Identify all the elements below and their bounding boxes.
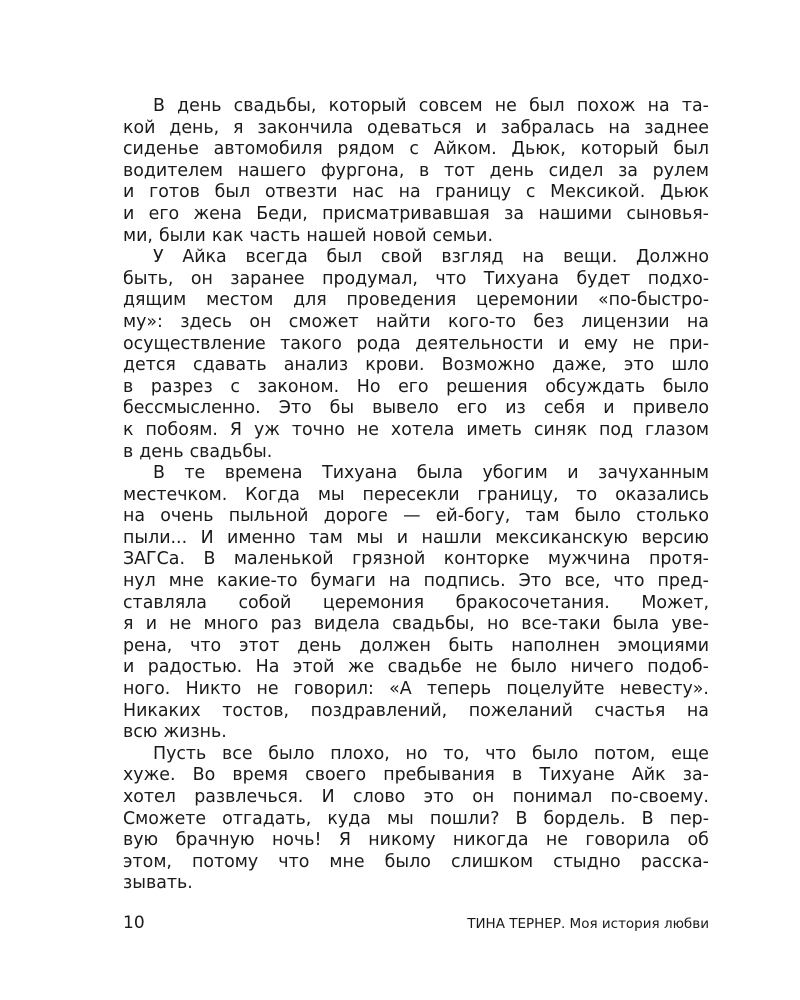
text-line: сиденье автомобиля рядом с Айком. Дьюк, который был (123, 139, 709, 160)
text-line: рена, что этот день должен быть наполнен эмоциями (123, 635, 709, 656)
running-title: ТИНА ТЕРНЕР. Моя история любви (467, 916, 709, 932)
text-line: вую брачную ночь! Я никому никогда не говорила об (123, 830, 709, 851)
text-line: му»: здесь он сможет найти кого-то без лицензии на (123, 311, 709, 332)
text-line: дется сдавать анализ крови. Возможно даже, это шло (123, 355, 709, 376)
text-line: осуществление такого рода деятельности и ему не при- (123, 333, 709, 354)
text-line: ставляла собой церемония бракосочетания. Может, (123, 592, 709, 613)
text-line: В те времена Тихуана была убогим и зачуханным (153, 463, 709, 484)
text-line: в разрез с законом. Но его решения обсуждать было (123, 376, 709, 397)
text-line: я и не много раз видела свадьбы, но все-таки была уве- (123, 614, 709, 635)
text-line: пыли... И именно там мы и нашли мексиканскую версию (123, 527, 709, 548)
text-line: в день свадьбы. (123, 441, 273, 462)
text-line: всю жизнь. (123, 722, 227, 743)
page-number: 10 (123, 913, 145, 933)
text-line: на очень пыльной дороге — ей-богу, там было столько (123, 506, 709, 527)
text-line: Сможете отгадать, куда мы пошли? В бордель. В пер- (123, 808, 709, 829)
text-line: и радостью. На этой же свадьбе не было ничего подоб- (123, 657, 709, 678)
text-line: и готов был отвезти нас на границу с Мексикой. Дьюк (123, 182, 709, 203)
text-line: ми, были как часть нашей новой семьи. (123, 225, 493, 246)
text-line: и его жена Беди, присматривавшая за нашими сыновья- (123, 203, 709, 224)
text-line: к побоям. Я уж точно не хотела иметь синяк под глазом (123, 419, 709, 440)
text-line: В день свадьбы, который совсем не был похож на та- (153, 96, 709, 116)
text-line: бессмысленно. Это бы вывело его из себя и привело (123, 398, 709, 419)
text-line: дящим местом для проведения церемонии «по-быстро- (123, 290, 709, 311)
text-line: ного. Никто не говорил: «А теперь поцелуйте невесту». (123, 679, 709, 700)
text-line: кой день, я закончила одеваться и забралась на заднее (123, 117, 709, 138)
text-line: этом, потому что мне было слишком стыдно расска- (123, 851, 709, 872)
text-line: быть, он заранее продумал, что Тихуана будет подхо- (123, 268, 709, 289)
text-line: нул мне какие-то бумаги на подпись. Это все, что пред- (123, 571, 709, 592)
text-line: местечком. Когда мы пересекли границу, то оказались (123, 484, 709, 505)
text-line: У Айка всегда был свой взгляд на вещи. Должно (153, 247, 709, 268)
text-line: ЗАГСа. В маленькой грязной конторке мужчина протя- (123, 549, 709, 570)
text-line: Никаких тостов, поздравлений, пожеланий счастья на (123, 700, 709, 721)
text-line: хуже. Во время своего пребывания в Тихуане Айк за- (123, 765, 709, 786)
text-line: зывать. (123, 873, 193, 894)
text-line: Пусть все было плохо, но то, что было потом, еще (153, 743, 709, 764)
page-footer (123, 911, 709, 935)
body-text (123, 96, 709, 895)
text-line: хотел развлечься. И слово это он понимал по-своему. (123, 787, 709, 807)
text-line: водителем нашего фургона, в тот день сидел за рулем (123, 160, 709, 181)
